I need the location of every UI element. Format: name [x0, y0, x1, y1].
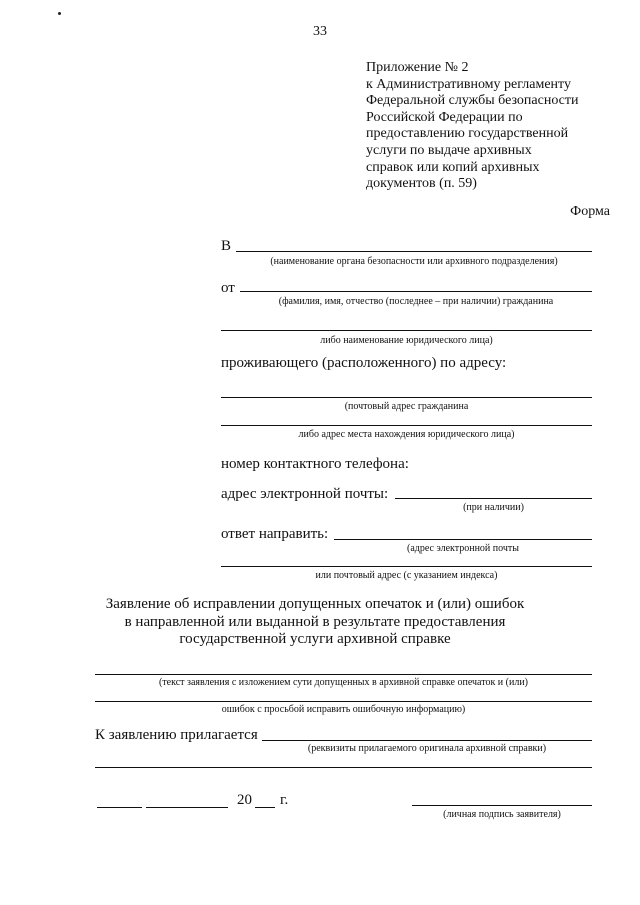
- appendix-line: документов (п. 59): [366, 176, 477, 192]
- address-caption-2: либо адрес места нахождения юридического лица): [298, 429, 515, 440]
- email-field-line[interactable]: [395, 498, 592, 499]
- reply-label: ответ направить:: [221, 526, 329, 542]
- appendix-line: справок или копий архивных: [366, 159, 540, 175]
- to-caption: (наименование органа безопасности или архивного подразделения): [270, 256, 558, 267]
- address-field-line-2[interactable]: [221, 425, 592, 426]
- attachment-label: К заявлению прилагается: [95, 727, 258, 743]
- statement-text-caption: (текст заявления с изложением сути допущенных в архивной справке опечаток и (или): [158, 677, 529, 688]
- statement-text-line-2[interactable]: [95, 701, 592, 702]
- appendix-line: Приложение № 2: [366, 60, 469, 75]
- page-number: 33: [313, 24, 327, 39]
- reply-caption-2: или почтовый адрес (с указанием индекса): [315, 570, 498, 581]
- year-suffix: г.: [280, 792, 289, 808]
- appendix-line: Российской Федерации по: [366, 109, 523, 125]
- statement-title: [90, 596, 540, 649]
- attachment-caption: (реквизиты прилагаемого оригинала архивной справки): [307, 743, 547, 754]
- appendix-line: к Административному регламенту: [366, 76, 571, 92]
- reply-field-line[interactable]: [334, 539, 592, 540]
- from-field-line[interactable]: [240, 291, 592, 292]
- attachment-field-line[interactable]: [262, 740, 592, 741]
- appendix-block: [366, 60, 616, 193]
- date-month-line[interactable]: [146, 807, 228, 808]
- appendix-line: предоставлению государственной: [366, 126, 569, 142]
- reply-field-line-2[interactable]: [221, 566, 592, 567]
- year-prefix: 20: [237, 792, 252, 808]
- from-caption: (фамилия, имя, отчество (последнее – при наличии) гражданина: [278, 296, 554, 307]
- from-label: от: [221, 280, 235, 296]
- signature-caption: (личная подпись заявителя): [443, 809, 561, 820]
- signature-line[interactable]: [412, 805, 592, 806]
- phone-label: номер контактного телефона:: [221, 456, 409, 472]
- title-line: в направленной или выданной в результате предоставления: [124, 613, 506, 630]
- email-caption: (при наличии): [463, 502, 524, 513]
- scan-speck: [58, 12, 61, 15]
- to-field-line[interactable]: [236, 251, 592, 252]
- statement-text-caption-2: ошибок с просьбой исправить ошибочную информацию): [221, 704, 466, 715]
- attachment-field-line-2[interactable]: [95, 767, 592, 768]
- address-label: проживающего (расположенного) по адресу:: [221, 355, 507, 371]
- to-label: В: [221, 238, 232, 254]
- email-label: адрес электронной почты:: [221, 486, 389, 502]
- address-caption: (почтовый адрес гражданина: [344, 401, 469, 412]
- appendix-line: Федеральной службы безопасности: [366, 93, 579, 109]
- statement-text-line[interactable]: [95, 674, 592, 675]
- reply-caption: (адрес электронной почты: [406, 543, 519, 554]
- date-year-line[interactable]: [255, 807, 275, 808]
- appendix-line: услуги по выдаче архивных: [366, 142, 532, 158]
- form-label: Форма: [570, 204, 610, 219]
- from-caption-2: либо наименование юридического лица): [320, 335, 493, 346]
- from-field-line-2[interactable]: [221, 330, 592, 331]
- date-day-line[interactable]: [97, 807, 142, 808]
- address-field-line[interactable]: [221, 397, 592, 398]
- title-line: государственной услуги архивной справке: [179, 631, 451, 647]
- title-line: Заявление об исправлении допущенных опечаток и (или) ошибок: [105, 596, 525, 612]
